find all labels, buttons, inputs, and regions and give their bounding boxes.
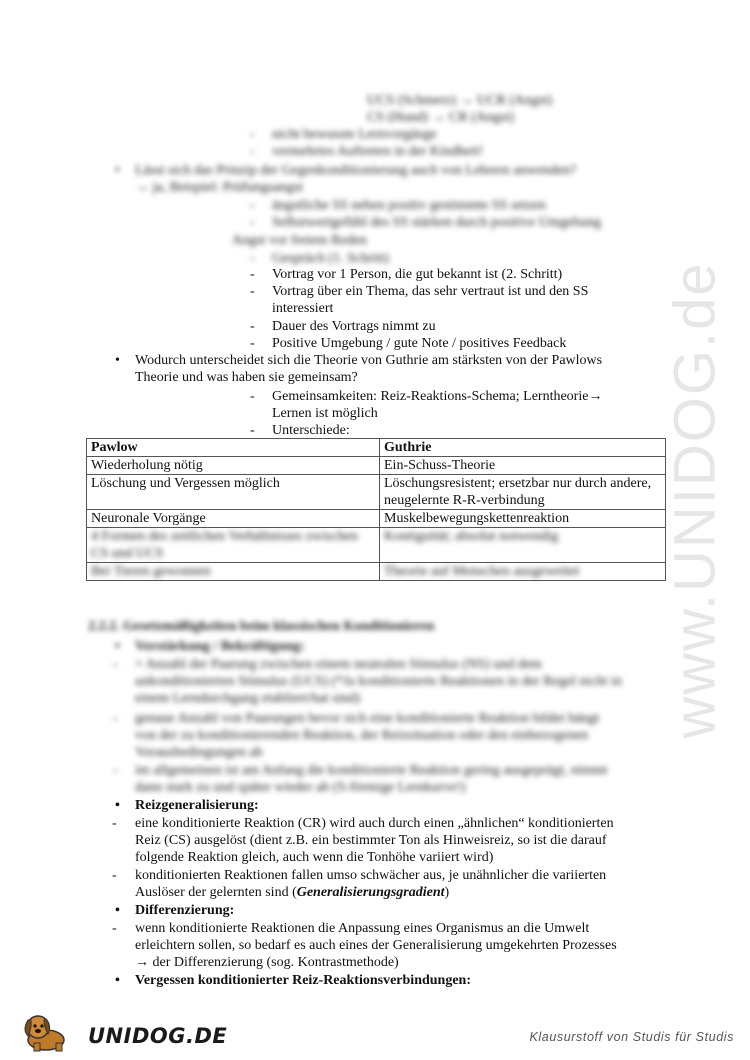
paragraph-line: folgende Reaktion gleich, auch wenn die Tonhöhe variiert wird): [135, 850, 494, 865]
dash-marker: -: [112, 816, 117, 831]
bullet-heading: • Vergessen konditionierter Reiz-Reaktionsverbindungen:: [135, 972, 471, 989]
table-cell: Muskelbewegungskettenreaktion: [380, 510, 666, 528]
table-header-row: [87, 439, 666, 457]
bullet-heading: • Differenzierung:: [135, 902, 234, 919]
table-cell: 4 Formen des zeitlichen Verhältnisses zwischen CS und UCS: [87, 528, 380, 563]
list-item: - Vortrag über ein Thema, das sehr vertraut ist und den SS: [272, 283, 588, 300]
answer-line: → ja, Beispiel: Prüfungsangst: [135, 180, 303, 195]
paragraph-line: - im allgemeinen ist am Anfang die konditionierte Reaktion gering ausgeprägt, nimmt: [135, 762, 607, 779]
table-cell: Bei Tieren gewonnen: [87, 563, 380, 581]
table-header: Pawlow: [87, 439, 380, 457]
table-row: [87, 457, 666, 475]
paragraph-line: unkonditionierten Stimulus (UCS) (*Ja konditionierte Reaktionen in der Regel nicht in: [135, 674, 622, 689]
question-continuation: Theorie und was haben sie gemeinsam?: [135, 370, 358, 385]
comparison-table: [86, 438, 666, 581]
list-item: - Gespräch (1. Schritt): [272, 250, 389, 267]
table-cell: Ein-Schuss-Theorie: [380, 457, 666, 475]
paragraph-line: dann stark zu und später wieder ab (S-förmige Lernkurve!): [135, 780, 466, 795]
text-run: Auslöser der gelernten sind (: [135, 885, 297, 900]
paragraph-line: einem Lerndurchgang etabliert/hat sind): [135, 691, 361, 706]
dash-marker: -: [112, 921, 117, 936]
paragraph-line: → der Differenzierung (sog. Kontrastmethode): [135, 955, 399, 970]
paragraph-line: konditionierten Reaktionen fallen umso schwächer aus, je unähnlicher die variierten: [135, 868, 607, 883]
watermark-text: www.UNIDOG.de: [662, 261, 728, 739]
list-item: - Selbstwertgefühl des SS stärken durch positive Umgebung: [272, 214, 601, 231]
emphasis-term: Generalisierungsgradient: [296, 885, 445, 900]
question-bullet: • Lässt sich das Prinzip der Gegenkonditionierung auch von Lehrern anwenden?: [135, 162, 576, 179]
list-item: - Gemeinsamkeiten: Reiz-Reaktions-Schema; Lerntheorie→: [272, 388, 602, 405]
paragraph-line: - genaue Anzahl von Paarungen bevor sich eine konditionierte Reaktion bildet hängt: [135, 710, 599, 727]
list-item: - Positive Umgebung / gute Note / positives Feedback: [272, 335, 566, 352]
list-item: - Dauer des Vortrags nimmt zu: [272, 318, 436, 335]
paragraph-line: eine konditionierte Reaktion (CR) wird auch durch einen „ähnlichen“ konditionierten: [135, 816, 614, 831]
formula-line: UCS (Schmerz) → UCR (Angst): [367, 93, 553, 108]
footer-slogan: Klausurstoff von Studis für Studis: [529, 1030, 734, 1044]
table-cell: Kontiguität; absolut notwendig: [380, 528, 666, 563]
paragraph-line: Vorausbedingungen ab: [135, 745, 263, 760]
table-row: [87, 510, 666, 528]
list-item: - nicht bewusste Lernvorgänge: [272, 126, 437, 143]
formula-line: CS (Hund) → CR (Angst): [367, 110, 515, 125]
table-cell: Löschungsresistent; ersetzbar nur durch andere, neugelernte R-R-verbindung: [380, 475, 666, 510]
list-item: - Unterschiede:: [272, 422, 350, 439]
paragraph-line: [135, 884, 449, 901]
paragraph-line: Reiz (CS) ausgelöst (dient z.B. ein bestimmter Ton als Hinweisreiz, so ist die darauf: [135, 833, 607, 848]
unidog-logo: [18, 1010, 228, 1054]
list-item: - ängstliche SS neben positiv gestimmte SS setzen: [272, 197, 546, 214]
section-heading: 2.2.2. Gesetzmäßigkeiten beim klassischen Konditionieren: [88, 619, 435, 634]
paragraph-line: wenn konditionierte Reaktionen die Anpassung eines Organismus an die Umwelt: [135, 921, 590, 936]
table-header: Guthrie: [380, 439, 666, 457]
paragraph-line: erleichtern sollen, so bedarf es auch eines der Generalisierung umgekehrten Prozesses: [135, 938, 617, 953]
bullet-heading: • Verstärkung / Bekräftigung:: [135, 638, 305, 655]
text-run: ): [444, 885, 450, 900]
list-item: - vermehrtes Auftreten in der Kindheit!: [272, 143, 483, 160]
table-cell: Neuronale Vorgänge: [87, 510, 380, 528]
question-bullet: • Wodurch unterscheidet sich die Theorie von Guthrie am stärksten von der Pawlows: [135, 352, 602, 369]
table-cell: Theorie auf Menschen ausgeweitet: [380, 563, 666, 581]
table-row: [87, 475, 666, 510]
dog-mascot-icon: [18, 1010, 82, 1054]
subheading: Angst vor freiem Reden: [232, 233, 367, 248]
list-item-continuation: Lernen ist möglich: [272, 406, 378, 421]
list-item-continuation: interessiert: [272, 301, 334, 316]
table-row-blurred: [87, 563, 666, 581]
list-item: - Vortrag vor 1 Person, die gut bekannt ist (2. Schritt): [272, 266, 562, 283]
logo-text: UNIDOG.DE: [88, 1024, 228, 1048]
bullet-heading: • Reizgeneralisierung:: [135, 797, 259, 814]
table-cell: Wiederholung nötig: [87, 457, 380, 475]
paragraph-line: von der zu konditionierenden Reaktion, der Reizsituation oder den einbezogenen: [135, 728, 589, 743]
table-row-blurred: [87, 528, 666, 563]
table-cell: Löschung und Vergessen möglich: [87, 475, 380, 510]
paragraph-line: - = Anzahl der Paarung zwischen einem neutralen Stimulus (NS) und dem: [135, 656, 542, 673]
dash-marker: -: [112, 868, 117, 883]
